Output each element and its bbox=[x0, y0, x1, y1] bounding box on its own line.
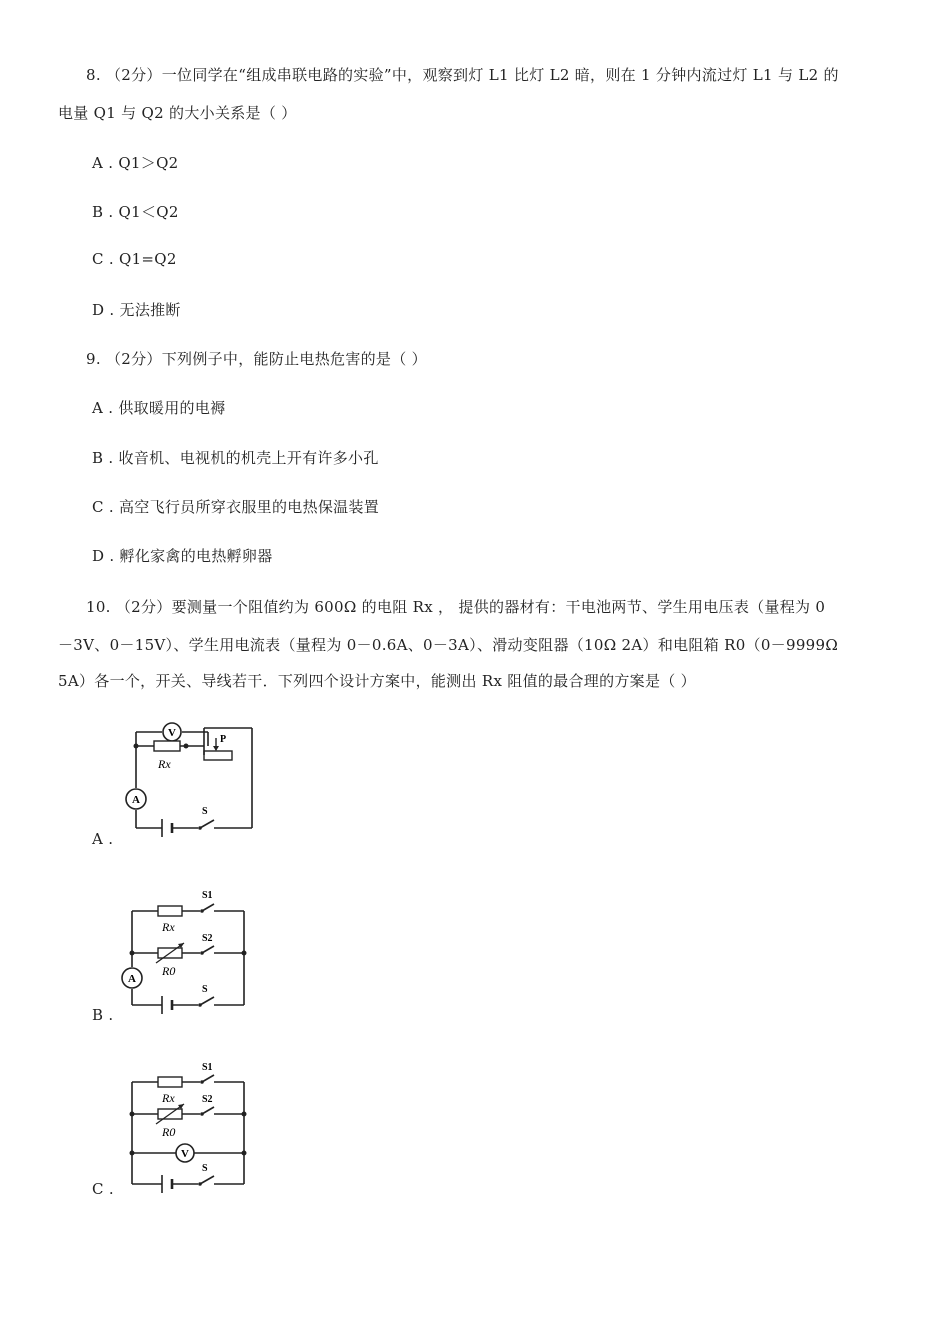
circuit-diagram-a bbox=[118, 714, 268, 844]
junction-dot bbox=[134, 744, 139, 749]
ammeter-label: A bbox=[128, 973, 136, 985]
q10-stem-line2: －3V、0－15V）、学生用电流表（量程为 0－0.6A、0－3A）、滑动变阻器（10Ω 2A）和电阻箱 R0（0－9999Ω bbox=[58, 636, 839, 654]
q8-stem-line1: 8. （2分）一位同学在“组成串联电路的实验”中，观察到灯 L1 比灯 L2 暗，则在 1 分钟内流过灯 L1 与 L2 的 bbox=[86, 66, 839, 84]
q10-stem-line1: 10. （2分）要测量一个阻值约为 600Ω 的电阻 Rx ， 提供的器材有：干电池两节、学生用电压表（量程为 0 bbox=[86, 598, 826, 616]
q10-stem-line3: 5A）各一个，开关、导线若干．下列四个设计方案中，能测出 Rx 阻值的最合理的方案是（ ） bbox=[58, 672, 696, 690]
junction-dot bbox=[130, 1151, 135, 1156]
r0-label: R0 bbox=[162, 1125, 176, 1139]
junction-dot bbox=[242, 1112, 247, 1117]
resistor-rx bbox=[158, 906, 182, 916]
voltmeter-label: V bbox=[181, 1148, 189, 1160]
q8-option-b: B . Q1＜Q2 bbox=[92, 203, 179, 221]
rx-label: Rx bbox=[162, 1091, 175, 1105]
q9-stem: 9. （2分）下列例子中，能防止电热危害的是（ ） bbox=[86, 350, 427, 368]
resistor-rx bbox=[154, 741, 180, 751]
switch-s1-label: S1 bbox=[202, 1062, 213, 1073]
rheostat bbox=[204, 751, 232, 760]
q9-option-b: B . 收音机、电视机的机壳上开有许多小孔 bbox=[92, 449, 379, 467]
switch-s1-icon bbox=[202, 1075, 214, 1082]
junction-dot bbox=[242, 1151, 247, 1156]
junction-dot bbox=[130, 1112, 135, 1117]
q8-option-d: D . 无法推断 bbox=[92, 301, 181, 319]
q8-stem-line2: 电量 Q1 与 Q2 的大小关系是（ ） bbox=[58, 104, 297, 122]
q10-option-c-label: C . bbox=[92, 1180, 114, 1198]
switch-icon bbox=[200, 820, 214, 828]
switch-label: S bbox=[202, 984, 208, 995]
switch-s2-icon bbox=[202, 946, 214, 953]
q9-option-a: A . 供取暖用的电褥 bbox=[92, 399, 226, 417]
switch-s1-icon bbox=[202, 904, 214, 911]
resistor-rx bbox=[158, 1077, 182, 1087]
q8-option-a: A . Q1＞Q2 bbox=[92, 154, 179, 172]
circuit-diagram-b bbox=[118, 885, 258, 1020]
rx-label: Rx bbox=[158, 757, 171, 771]
switch-s2-label: S2 bbox=[202, 1094, 213, 1105]
circuit-diagram-c bbox=[118, 1060, 258, 1198]
ammeter-label: A bbox=[132, 794, 140, 806]
switch-s1-label: S1 bbox=[202, 890, 213, 901]
junction-dot bbox=[242, 951, 247, 956]
rx-label: Rx bbox=[162, 920, 175, 934]
switch-label: S bbox=[202, 806, 208, 817]
q9-option-c: C . 高空飞行员所穿衣服里的电热保温装置 bbox=[92, 498, 380, 516]
switch-label: S bbox=[202, 1163, 208, 1174]
q8-option-c: C . Q1=Q2 bbox=[92, 250, 177, 268]
q9-option-d: D . 孵化家禽的电热孵卵器 bbox=[92, 547, 273, 565]
slider-label: P bbox=[220, 734, 227, 745]
switch-s2-icon bbox=[202, 1107, 214, 1114]
junction-dot bbox=[130, 951, 135, 956]
q10-option-b-label: B . bbox=[92, 1006, 114, 1024]
q10-option-a-label: A . bbox=[92, 830, 114, 848]
switch-icon bbox=[200, 997, 214, 1005]
switch-icon bbox=[200, 1176, 214, 1184]
switch-s2-label: S2 bbox=[202, 933, 213, 944]
r0-label: R0 bbox=[162, 964, 176, 978]
voltmeter-label: V bbox=[168, 727, 176, 739]
junction-dot bbox=[184, 744, 189, 749]
